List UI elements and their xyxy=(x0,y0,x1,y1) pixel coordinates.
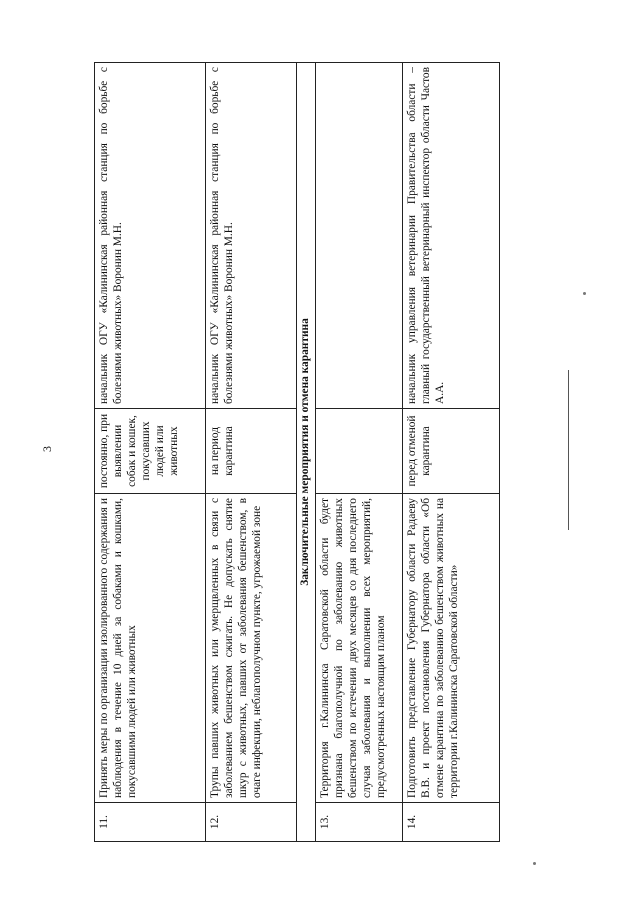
table-row xyxy=(95,63,206,842)
row-term: перед отменой карантина xyxy=(403,409,500,494)
row-number: 11. xyxy=(95,803,206,842)
row-number: 14. xyxy=(403,803,500,842)
row-term: постоянно, при выявлении собак и кошек, покусавших людей или животных xyxy=(95,409,206,494)
row-term: на период карантина xyxy=(206,409,297,494)
measures-table xyxy=(94,62,500,842)
row-action: Принять меры по организации изолированного содержания и наблюдения в течение 10 дней за собаками и кошками, покусавшими людей или животных xyxy=(95,494,206,803)
row-responsible xyxy=(316,63,403,409)
row-responsible: начальник ОГУ «Калининская районная станция по борьбе с болезнями животных» Воронин М.Н. xyxy=(206,63,297,409)
table-row xyxy=(316,63,403,842)
row-responsible: начальник ОГУ «Калининская районная станция по борьбе с болезнями животных» Воронин М.Н. xyxy=(95,63,206,409)
section-title: Заключительные мероприятия и отмена карантина xyxy=(297,63,316,842)
table-row xyxy=(403,63,500,842)
page-number: 3 xyxy=(40,446,54,452)
row-action: Трупы павших животных или умерщвленных в связи с заболеванием бешенством сжигать. Не допускать снятие шкур с животных, павших от заболевания бешенством, в очаге инфекции, неблагополучном пункте, угрожаемой зоне xyxy=(206,494,297,803)
rotated-table-container xyxy=(94,62,584,842)
row-responsible: начальник управления ветеринарии Правительства области – главный государственный ветеринарный инспектор области Частов А.А. xyxy=(403,63,500,409)
table-row xyxy=(206,63,297,842)
scan-artifact-line xyxy=(568,370,569,530)
row-number: 13. xyxy=(316,803,403,842)
scan-artifact-dot xyxy=(583,292,586,295)
section-row xyxy=(297,63,316,842)
row-term xyxy=(316,409,403,494)
row-number: 12. xyxy=(206,803,297,842)
scan-artifact-dot xyxy=(533,862,536,865)
row-action: Подготовить представление Губернатору области Радаеву В.В. и проект постановления Губернатора области «Об отмене карантина по заболеванию бешенством животных на территории г.Калининска Саратовской области» xyxy=(403,494,500,803)
row-action: Территория г.Калининска Саратовской области будет признана благополучной по заболеванию животных бешенством по истечении двух месяцев со дня последнего случая заболевания и выполнении всех мероприятий, предусмотренных настоящим планом xyxy=(316,494,403,803)
